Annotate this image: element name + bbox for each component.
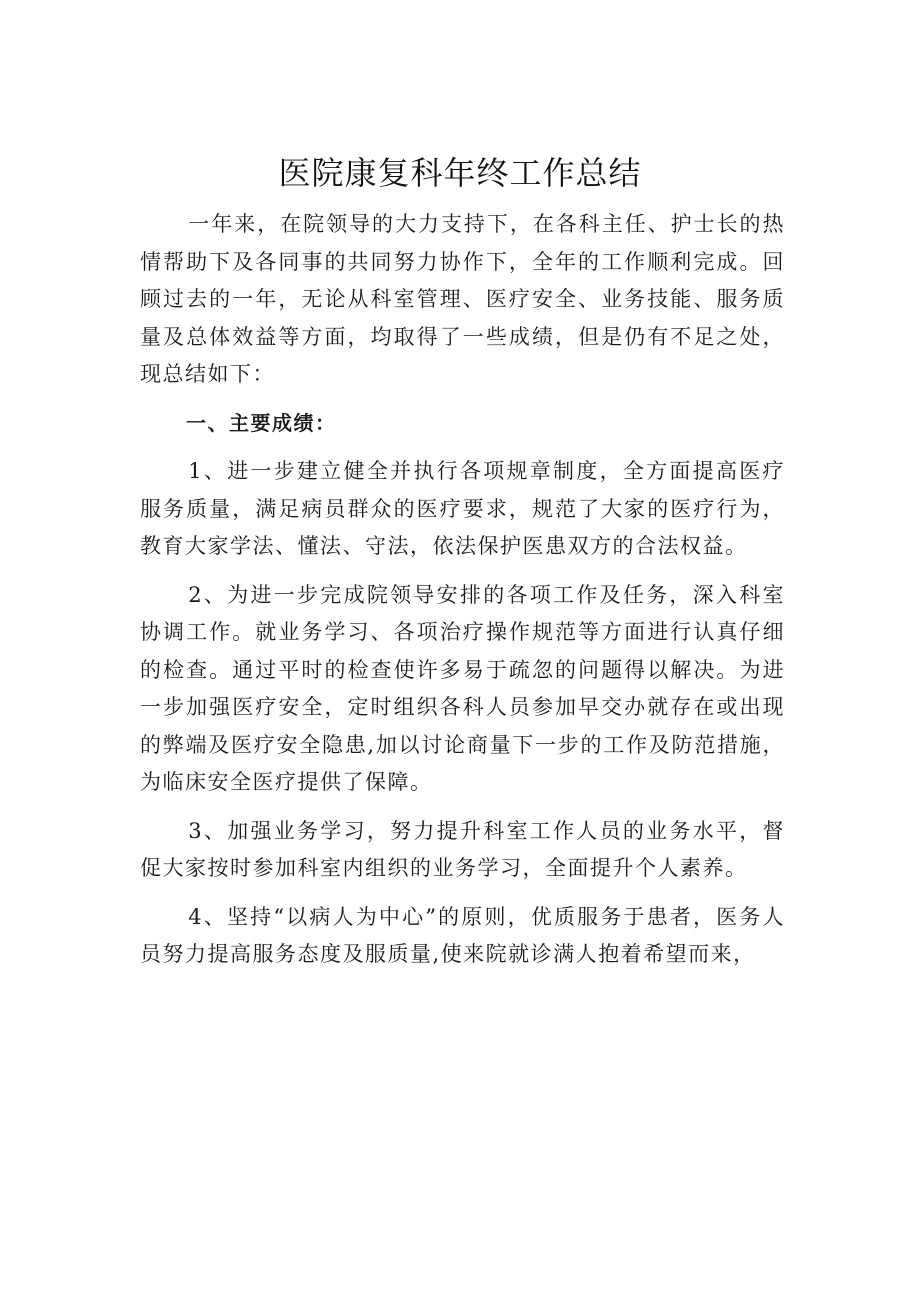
list-item-3: 3、加强业务学习，努力提升科室工作人员的业务水平，督促大家按时参加科室内组织的业务学习，全面提升个人素养。	[140, 818, 785, 880]
list-item-4: 4、坚持“以病人为中心”的原则，优质服务于患者，医务人员努力提高服务态度及服质量,使来院就诊满人抱着希望而来，	[140, 904, 785, 966]
document-body	[140, 206, 785, 985]
document-title: 医院康复科年终工作总结	[278, 154, 642, 192]
list-item-2: 2、为进一步完成院领导安排的各项工作及任务，深入科室协调工作。就业务学习、各项治疗操作规范等方面进行认真仔细的检查。通过平时的检查使许多易于疏忽的问题得以解决。为进一步加强医疗安全，定时组织各科人员参加早交办就存在或出现的弊端及医疗安全隐患,加以讨论商量下一步的工作及防范措施，为临床安全医疗提供了保障。	[140, 582, 785, 794]
list-item-1: 1、进一步建立健全并执行各项规章制度，全方面提高医疗服务质量，满足病员群众的医疗要求，规范了大家的医疗行为，教育大家学法、懂法、守法，依法保护医患双方的合法权益。	[140, 459, 785, 558]
intro-paragraph: 一年来，在院领导的大力支持下，在各科主任、护士长的热情帮助下及各同事的共同努力协作下，全年的工作顺利完成。回顾过去的一年，无论从科室管理、医疗安全、业务技能、服务质量及总体效益等方面，均取得了一些成绩，但是仍有不足之处，现总结如下：	[140, 212, 785, 386]
section-heading-main-achievements: 一、主要成绩：	[186, 410, 337, 435]
